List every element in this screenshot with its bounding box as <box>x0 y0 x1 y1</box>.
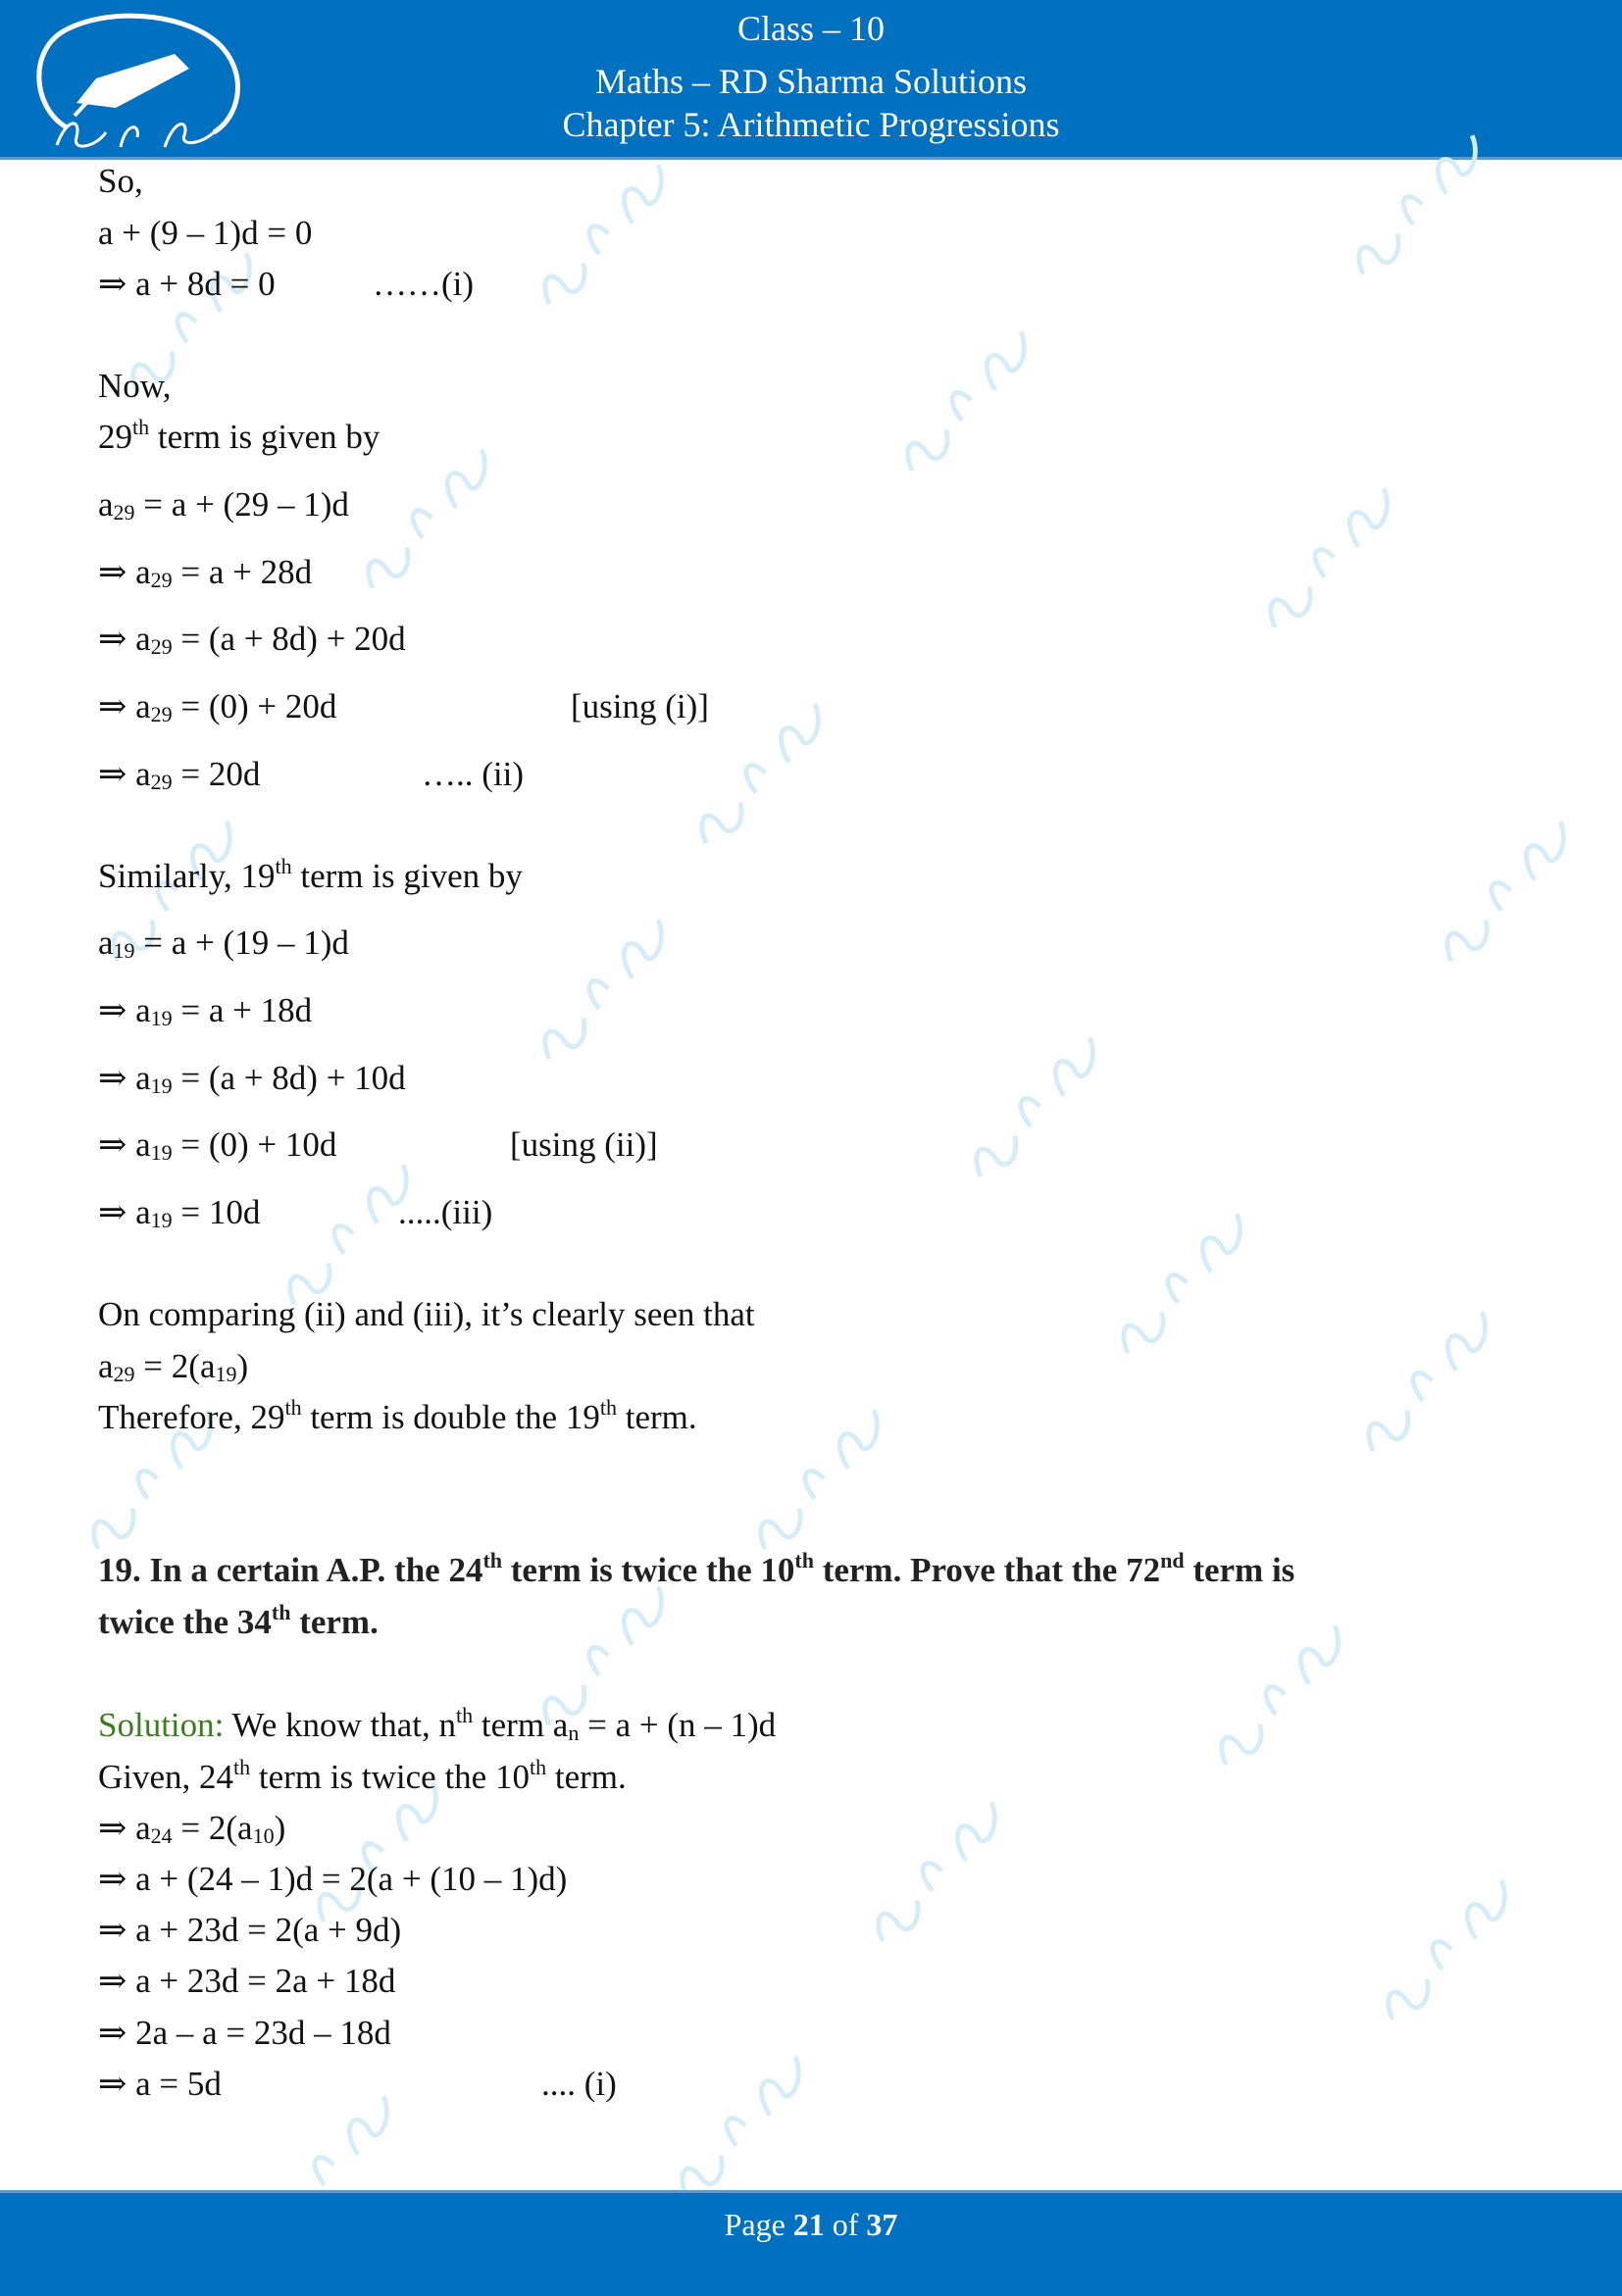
superscript: th <box>233 1755 251 1779</box>
text-line <box>98 854 523 896</box>
text-segment: term. <box>616 1398 697 1436</box>
subscript: 29 <box>113 1362 135 1386</box>
text-segment: = a + (n – 1)d <box>579 1706 777 1744</box>
text-line <box>98 1347 248 1386</box>
subject-title: Maths – RD Sharma Solutions <box>594 62 1027 101</box>
text-line <box>98 1193 493 1232</box>
equation-reference: .....(iii) <box>398 1193 493 1231</box>
watermark <box>1261 481 1399 637</box>
question-line <box>98 1548 1295 1590</box>
text-segment: = 20d <box>172 755 261 793</box>
text-line <box>98 214 312 253</box>
text-line <box>98 991 312 1030</box>
text-segment: ⇒ a <box>98 1125 151 1164</box>
text-segment: ⇒ a <box>98 1193 151 1231</box>
equation-reference: ….. (ii) <box>422 755 525 793</box>
text-segment: = 10d <box>172 1193 261 1231</box>
text-line <box>98 1860 567 1899</box>
equation-reference: ……(i) <box>373 265 475 303</box>
text-line <box>98 265 475 304</box>
text-line <box>98 2065 617 2104</box>
text-line <box>98 1911 401 1950</box>
text-segment: ⇒ 2a – a = 23d – 18d <box>98 2014 391 2052</box>
watermark <box>535 913 674 1069</box>
text-segment: = a + (29 – 1)d <box>134 485 349 524</box>
text-segment: ⇒ a + (24 – 1)d = 2(a + (10 – 1)d) <box>98 1860 568 1898</box>
subscript: 29 <box>150 770 173 794</box>
superscript: th <box>275 854 292 878</box>
subscript: 19 <box>150 1073 173 1098</box>
page-label: Page <box>724 2207 793 2242</box>
text-line <box>98 1755 627 1797</box>
watermark <box>280 1158 419 1314</box>
text-line <box>98 1962 395 2001</box>
text-segment: So, <box>98 162 143 200</box>
subscript: 29 <box>113 500 135 524</box>
watermark <box>1379 1873 1517 2029</box>
watermark <box>1114 1207 1252 1363</box>
text-segment: ⇒ a <box>98 553 151 591</box>
superscript: th <box>271 1600 291 1624</box>
superscript: th <box>529 1755 547 1779</box>
text-line <box>98 2014 391 2053</box>
text-segment: ) <box>274 1809 286 1847</box>
text-segment: 19. In a certain A.P. the 24 <box>98 1551 483 1589</box>
page-footer <box>0 2190 1622 2296</box>
subscript: 29 <box>150 568 173 592</box>
text-segment: Now, <box>98 367 172 405</box>
text-segment: a <box>98 485 114 524</box>
text-segment: ⇒ a + 23d = 2(a + 9d) <box>98 1911 402 1949</box>
text-segment: = (0) + 10d <box>172 1125 337 1164</box>
subscript: 19 <box>150 1006 173 1030</box>
text-segment: term is twice the 10 <box>250 1758 530 1796</box>
subscript: 24 <box>150 1823 173 1848</box>
text-segment: 29 <box>98 418 132 456</box>
superscript: th <box>284 1395 302 1420</box>
superscript: th <box>794 1548 814 1572</box>
question-line <box>98 1600 379 1642</box>
text-line <box>98 1809 285 1848</box>
superscript: th <box>132 415 150 439</box>
watermark <box>535 158 674 314</box>
text-segment: term is given by <box>291 857 523 895</box>
text-segment: term is double the 19 <box>301 1398 600 1436</box>
watermark <box>1438 815 1576 971</box>
text-line <box>98 1295 755 1334</box>
subscript: 19 <box>113 938 135 963</box>
text-line <box>98 923 349 963</box>
text-segment: ⇒ a <box>98 687 151 725</box>
equation-reference: .... (i) <box>541 2065 617 2103</box>
text-segment: = a + 28d <box>172 553 313 591</box>
watermark <box>1212 1619 1350 1774</box>
text-segment: Similarly, 19 <box>98 857 276 895</box>
class-title: Class – 10 <box>736 9 885 48</box>
watermark <box>967 1030 1105 1186</box>
text-segment: a <box>98 1347 114 1385</box>
text-segment: term is twice the 10 <box>502 1551 795 1589</box>
chapter-title: Chapter 5: Arithmetic Progressions <box>562 105 1060 144</box>
text-line <box>98 553 312 592</box>
equation-reference: [using (i)] <box>571 687 709 725</box>
text-segment: Given, 24 <box>98 1758 234 1796</box>
text-line <box>98 1395 697 1437</box>
text-segment: ⇒ a <box>98 991 151 1029</box>
text-segment: = a + 18d <box>172 991 313 1029</box>
text-line <box>98 1703 777 1745</box>
text-segment: = (a + 8d) + 10d <box>172 1059 406 1097</box>
text-segment: ⇒ a <box>98 1059 151 1097</box>
subscript: 19 <box>215 1362 237 1386</box>
text-segment: term. <box>546 1758 627 1796</box>
text-segment: = (0) + 20d <box>172 687 337 725</box>
text-segment: We know that, n <box>224 1706 457 1744</box>
page-header <box>0 0 1622 160</box>
text-segment: ) <box>236 1347 249 1385</box>
watermark <box>673 2050 811 2206</box>
text-segment: term is given by <box>149 418 380 456</box>
text-segment: term is <box>1184 1551 1295 1589</box>
text-segment: Therefore, 29 <box>98 1398 285 1436</box>
subscript: 19 <box>150 1208 173 1232</box>
watermark <box>751 1403 889 1559</box>
superscript: nd <box>1160 1548 1185 1572</box>
subscript: 29 <box>150 702 173 726</box>
current-page: 21 <box>792 2207 825 2242</box>
text-segment: term. <box>290 1603 379 1641</box>
text-line <box>98 620 406 659</box>
text-line <box>98 1059 406 1098</box>
text-segment: = 2(a <box>134 1347 216 1385</box>
text-line <box>98 415 380 457</box>
subscript: n <box>568 1721 580 1745</box>
text-segment: ⇒ a <box>98 755 151 793</box>
watermark <box>1359 1305 1497 1461</box>
text-segment: twice the 34 <box>98 1603 272 1641</box>
subscript: 10 <box>252 1823 275 1848</box>
text-segment: ⇒ a + 8d = 0 <box>98 265 276 303</box>
equation-reference: [using (ii)] <box>510 1125 658 1164</box>
text-line <box>98 755 525 794</box>
text-segment: On comparing (ii) and (iii), it’s clearly seen that <box>98 1295 755 1333</box>
watermark <box>359 442 497 598</box>
superscript: th <box>456 1703 474 1727</box>
watermark <box>310 1775 448 1931</box>
text-segment: = 2(a <box>172 1809 253 1847</box>
text-segment: ⇒ a <box>98 620 151 658</box>
text-line <box>98 485 349 524</box>
watermark <box>898 324 1037 480</box>
superscript: th <box>482 1548 503 1572</box>
superscript: th <box>599 1395 617 1420</box>
text-line <box>98 687 709 726</box>
text-segment: = (a + 8d) + 20d <box>172 620 406 658</box>
text-segment: term a <box>473 1706 569 1744</box>
text-line <box>98 367 172 406</box>
text-line <box>98 1125 658 1165</box>
text-segment: a <box>98 923 114 962</box>
text-segment: ⇒ a = 5d <box>98 2065 222 2103</box>
page-of: of <box>824 2207 867 2242</box>
text-segment: a + (9 – 1)d = 0 <box>98 214 313 252</box>
total-pages: 37 <box>866 2207 898 2242</box>
subscript: 29 <box>150 634 173 659</box>
text-segment: term. Prove that the 72 <box>813 1551 1161 1589</box>
text-segment: = a + (19 – 1)d <box>134 923 349 962</box>
watermark <box>869 1795 1007 1951</box>
subscript: 19 <box>150 1140 173 1165</box>
text-segment: ⇒ a + 23d = 2a + 18d <box>98 1962 396 2000</box>
text-line <box>98 162 143 201</box>
page-number <box>0 2207 1622 2243</box>
text-segment: ⇒ a <box>98 1809 151 1847</box>
solution-label: Solution: <box>98 1706 225 1744</box>
watermark <box>692 697 831 853</box>
